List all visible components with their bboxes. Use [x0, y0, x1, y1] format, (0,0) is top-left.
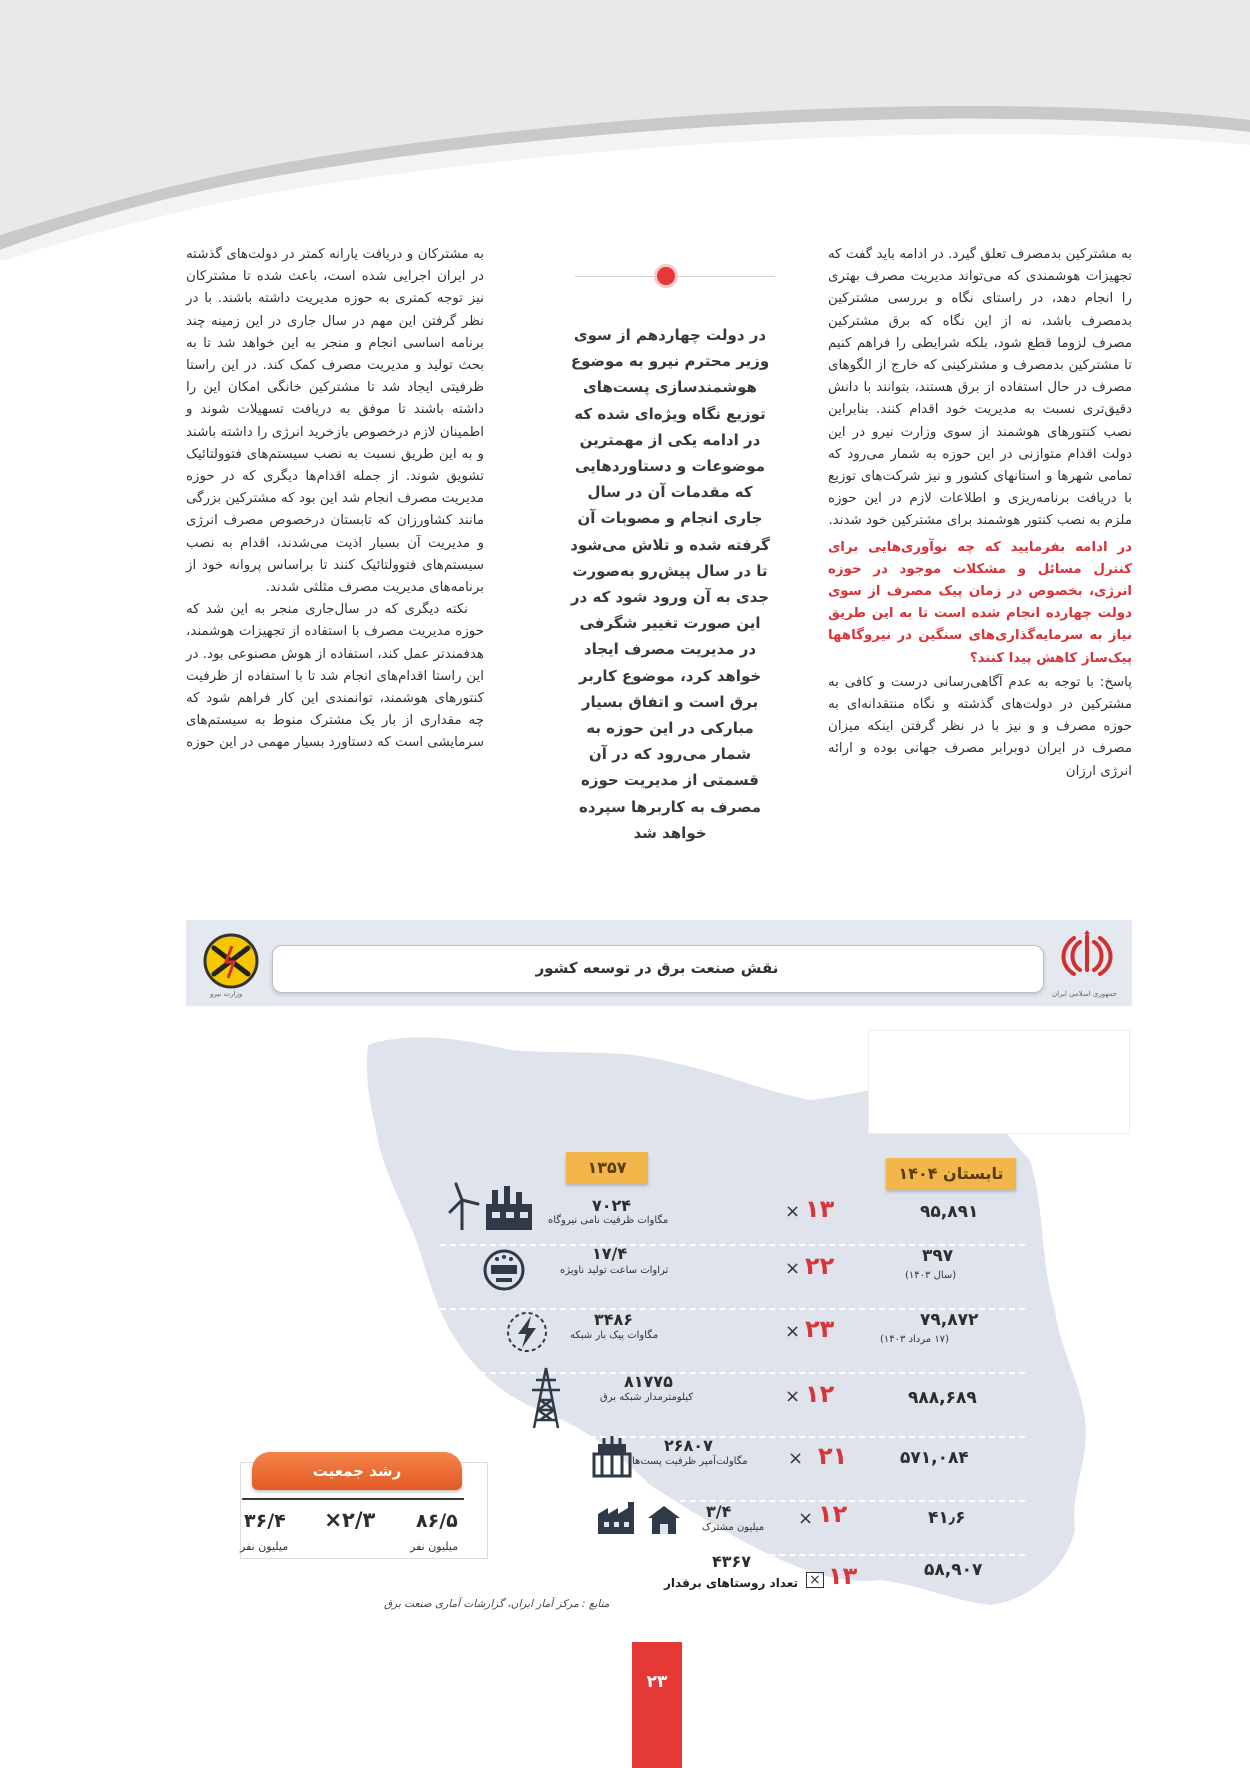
- stat-old-value: ۷۰۲۴: [592, 1196, 632, 1215]
- times-symbol: ×: [785, 1386, 801, 1407]
- stat-multiplier: ۲۳: [805, 1315, 835, 1343]
- stat-unit: کیلومترمدار شبکه برق: [600, 1392, 694, 1403]
- stat-unit: مگاولت‌آمپر ظرفیت پست‌ها: [632, 1456, 748, 1467]
- banner-title: نقش صنعت برق در توسعه کشور: [535, 959, 779, 977]
- stat-new-value: ۹۵,۸۹۱: [920, 1202, 979, 1222]
- stat-new-value: ۴۱٫۶: [928, 1508, 966, 1528]
- year-old-tag: ۱۳۵۷: [566, 1152, 648, 1184]
- population-multiplier: ۲/۳: [342, 1508, 376, 1532]
- stat-new-value: ۵۸,۹۰۷: [924, 1560, 983, 1580]
- stat-old-value: ۳/۴: [706, 1502, 732, 1521]
- times-symbol: ×: [806, 1572, 824, 1588]
- article-paragraph: به مشترکین بدمصرف تعلق گیرد. در ادامه باید گفت که تجهیزات هوشمندی که می‌تواند مدیریت مصرف بهتری را انجام دهد، در راستای نگاه و بررسی مشترکین بدمصرف باشد، نه از این نگاه که برق مشترکین مصرف لزوما قطع شود، بلکه شرایطی را فراهم کنیم تا مشترکین بدمصرف و مشترکینی که خارج از الگوهای مصرف در حال استفاده از برق هستند، بتوانند با دانش دقیق‌تری نسبت به مدیریت خود اقدام کنند. بنابراین نصب کنتورهای هوشمند از سوی وزارت نیرو در این دولت اقدام متوازنی در این حوزه به شمار می‌رود که تمامی شهرها و استانهای کشور و نیز شرکت‌های توزیع با دریافت برنامه‌ریزی و اطلاعات لازم در این حوزه ملزم به نصب کنتور هوشمند برای مشترکین خود شدند.: [828, 247, 1132, 529]
- substation-icon: [592, 1434, 632, 1478]
- stat-note: (۱۷ مرداد ۱۴۰۳): [880, 1334, 949, 1345]
- population-old-value: ۳۶/۴: [244, 1510, 286, 1532]
- stat-old-value: ۲۶۸۰۷: [664, 1436, 713, 1455]
- population-title: رشد جمعیت: [252, 1452, 462, 1490]
- article-paragraph: نکته دیگری که در سال‌جاری منجر به این شد که حوزه مدیریت مصرف با استفاده از تجهیزات هوشمند، هدفمندتر عمل کند، استفاده از هوش مصنوعی بود. در این راستا اقدام‌های انجام شد تا با استفاده از ظرفیت کنتورهای هوشمند، توانمندی این کار فراهم شود که چه مقداری از بار یک مشترک منوط به سیستم‌های سرمایشی است که دستاورد بسیار مهمی در این حوزه: [186, 602, 484, 751]
- interview-question: در ادامه بفرمایید که چه نوآوری‌هایی برای کنترل مسائل و مشکلات موجود در حوزه انرژی، بخصوص در زمان پیک مصرف از سوی دولت چهارده انجام شده است تا به این طریق نیاز به سرمایه‌گذاری‌های سنگین در نیروگاهها پیک‌ساز کاهش پیدا کنند؟: [828, 539, 1132, 666]
- emblem-caption: جمهوری اسلامی ایران: [1052, 990, 1117, 998]
- article-column-left: [186, 244, 484, 755]
- stat-old-value: ۸۱۷۷۵: [624, 1372, 673, 1391]
- logo-caption: وزارت نیرو: [210, 990, 243, 998]
- stat-multiplier: ۲۲: [805, 1252, 835, 1280]
- times-symbol: ×: [324, 1508, 343, 1533]
- stat-unit: تراوات ساعت تولید ناویژه: [560, 1265, 669, 1276]
- times-symbol: ×: [785, 1258, 801, 1279]
- times-symbol: ×: [785, 1201, 801, 1222]
- stat-new-value: ۷۹,۸۷۲: [920, 1310, 979, 1330]
- page-number: ۲۳: [646, 1672, 668, 1692]
- power-plant-icon: [446, 1182, 536, 1232]
- house-factory-icon: [596, 1500, 692, 1536]
- page-number-strip: [632, 1642, 682, 1768]
- pull-quote: در دولت چهاردهم از سوی وزیر محترم نیرو به موضوع هوشمندسازی پست‌های توزیع نگاه ویژه‌ای شده که در ادامه یکی از مهمترین موضوعات و دستاوردهایی که مقدمات آن در سال جاری انجام و مصوبات آن گرفته شده و تلاش می‌شود تا در سال پیش‌رو به‌صورت جدی به آن ورود شود که در این صورت تغییر شگرفی در مدیریت مصرف ایجاد خواهد کرد، موضوع کاربر برق است و اتفاق بسیار مبارکی در این حوزه به شمار می‌رود که در آن قسمتی از مدیریت حوزه مصرف به کاربرها سپرده خواهد شد: [570, 326, 770, 842]
- blank-panel: [868, 1030, 1130, 1134]
- stat-old-value: ۱۷/۴: [592, 1244, 628, 1263]
- transmission-tower-icon: [526, 1366, 566, 1430]
- stat-multiplier: ۲۱: [818, 1442, 848, 1470]
- stat-new-value: ۳۹۷: [922, 1246, 954, 1266]
- population-divider: [242, 1498, 464, 1500]
- stat-old-value: ۴۳۶۷: [712, 1552, 752, 1571]
- lightning-icon: [505, 1310, 549, 1354]
- sources-note: منابع : مرکز آمار ایران، گزارشات آماری صنعت برق: [384, 1598, 610, 1610]
- pull-quote-dot: [657, 267, 675, 285]
- stat-unit: میلیون مشترک: [702, 1522, 765, 1533]
- stat-old-value: ۳۴۸۶: [594, 1310, 634, 1329]
- pull-quote-divider: [575, 276, 775, 277]
- population-new-value: ۸۶/۵: [416, 1510, 458, 1532]
- meter-icon: [482, 1248, 526, 1292]
- stat-multiplier: ۱۲: [805, 1380, 835, 1408]
- stat-multiplier: ۱۳: [828, 1562, 858, 1590]
- times-symbol: ×: [788, 1448, 804, 1469]
- iran-emblem-icon: [1058, 930, 1116, 988]
- article-column-right: [828, 244, 1132, 783]
- interview-answer: پاسخ: با توجه به عدم آگاهی‌رسانی درست و کافی به مشترکین در دولت‌های گذشته و نگاه منتقدانه‌ای به حوزه مصرف و و نیز با در نظر گرفتن اینکه میزان مصرف در ایران دوبرابر مصرف جهانی بوده و ارائه انرژی ارزان: [828, 674, 1132, 779]
- population-old-unit: میلیون نفر: [240, 1540, 289, 1553]
- times-symbol: ×: [798, 1508, 814, 1529]
- stat-multiplier: ۱۲: [818, 1500, 848, 1528]
- ministry-logo-icon: [202, 932, 260, 990]
- header-swoosh: [0, 0, 1250, 260]
- population-new-unit: میلیون نفر: [410, 1540, 459, 1553]
- stat-new-value: ۹۸۸,۶۸۹: [908, 1388, 977, 1408]
- stat-multiplier: ۱۳: [805, 1195, 835, 1223]
- stat-unit: مگاوات پیک بار شبکه: [570, 1330, 659, 1341]
- stat-unit: مگاوات ظرفیت نامی نیروگاه: [548, 1215, 669, 1226]
- times-symbol: ×: [785, 1321, 801, 1342]
- stat-new-value: ۵۷۱,۰۸۴: [900, 1448, 969, 1468]
- article-paragraph: به مشترکان و دریافت یارانه کمتر در دولت‌های گذشته در ایران اجرایی شده است، باعث شده تا مشترکان نیز توجه کمتری به حوزه مدیریت داشته باشند. با در نظر گرفتن این مهم در سال جاری در این زمینه چند برنامه اساسی انجام و منجر به این خواهد شد تا به بحث تولید و مدیریت مصرف کمک کند. در این راستا ظرفیتی ایجاد شد تا مشترکین خانگی امکان این را داشته باشند تا موفق به دریافت تسهیلات شوند و اطمینان لازم درخصوص بازخرید انرژی را داشته باشند و به این طریق نسبت به نصب سیستم‌های فتوولتائیک تشویق شوند. از جمله اقدام‌ها دیگری که در حوزه مدیریت مصرف انجام شد این بود که مشترکین بزرگی مانند کشاورزان که تابستان درخصوص مصرف انرژی و مدیریت آن بسیار اذیت می‌شدند، اقدام به نصب سیستم‌های فتوولتائیک کنند تا براساس پروانه خود از برنامه‌های مدیریت مصرف مثلثی شدند.: [186, 247, 484, 596]
- row-separator: [440, 1500, 1025, 1502]
- stat-note: (سال ۱۴۰۳): [905, 1270, 957, 1281]
- row-separator: [440, 1436, 1025, 1438]
- stat-unit: تعداد روستاهای برقدار: [664, 1576, 799, 1590]
- year-new-tag: تابستان ۱۴۰۴: [886, 1158, 1016, 1190]
